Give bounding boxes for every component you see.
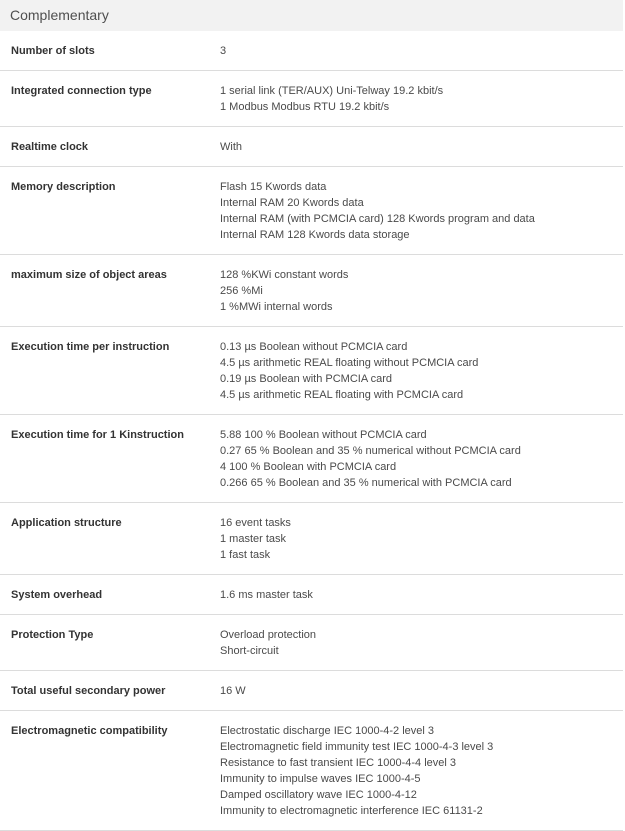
spec-label: Application structure <box>0 503 220 575</box>
spec-row <box>0 503 623 575</box>
spec-value-line: 3 <box>220 45 227 57</box>
spec-label: Number of slots <box>0 31 220 71</box>
spec-value-line: 0.13 µs Boolean without PCMCIA card <box>220 341 408 353</box>
spec-value-line: 5.88 100 % Boolean without PCMCIA card <box>220 429 427 441</box>
spec-value-line: 1 master task <box>220 533 287 545</box>
spec-value-line: 0.19 µs Boolean with PCMCIA card <box>220 373 393 385</box>
spec-label: Protection Type <box>0 615 220 671</box>
spec-row <box>0 711 623 831</box>
spec-values <box>220 615 623 671</box>
spec-row <box>0 71 623 127</box>
spec-values <box>220 127 623 167</box>
spec-value-line: 0.266 65 % Boolean and 35 % numerical with PCMCIA card <box>220 477 512 489</box>
spec-row <box>0 615 623 671</box>
spec-label: Execution time per instruction <box>0 327 220 415</box>
spec-values <box>220 71 623 127</box>
spec-values <box>220 711 623 831</box>
section-title: Complementary <box>10 7 109 23</box>
spec-label: System overhead <box>0 575 220 615</box>
spec-value-line: With <box>220 141 242 153</box>
spec-row <box>0 127 623 167</box>
spec-value-line: 1 fast task <box>220 549 271 561</box>
spec-value-line: Electrostatic discharge IEC 1000-4-2 level 3 <box>220 725 434 737</box>
spec-label: Electromagnetic compatibility <box>0 711 220 831</box>
spec-value-line: Internal RAM 128 Kwords data storage <box>220 229 410 241</box>
spec-value-line: 16 event tasks <box>220 517 291 529</box>
spec-row <box>0 327 623 415</box>
spec-row <box>0 167 623 255</box>
spec-value-line: Electromagnetic field immunity test IEC 1000-4-3 level 3 <box>220 741 494 753</box>
spec-value-line: Damped oscillatory wave IEC 1000-4-12 <box>220 789 417 801</box>
spec-value-line: Internal RAM (with PCMCIA card) 128 Kwords program and data <box>220 213 535 225</box>
spec-row <box>0 31 623 71</box>
specs-table-body <box>0 31 623 831</box>
spec-value-line: Immunity to electromagnetic interference IEC 61131-2 <box>220 805 483 817</box>
spec-value-line: 16 W <box>220 685 246 697</box>
spec-value-line: 256 %Mi <box>220 285 263 297</box>
spec-value-line: 4 100 % Boolean with PCMCIA card <box>220 461 397 473</box>
spec-values <box>220 327 623 415</box>
spec-row <box>0 255 623 327</box>
spec-values <box>220 167 623 255</box>
spec-value-line: Resistance to fast transient IEC 1000-4-4 level 3 <box>220 757 457 769</box>
spec-value-line: 1 Modbus Modbus RTU 19.2 kbit/s <box>220 101 390 113</box>
spec-label: maximum size of object areas <box>0 255 220 327</box>
spec-value-line: Overload protection <box>220 629 316 641</box>
spec-label: Memory description <box>0 167 220 255</box>
spec-value-line: Immunity to impulse waves IEC 1000-4-5 <box>220 773 421 785</box>
spec-values <box>220 503 623 575</box>
spec-values <box>220 575 623 615</box>
spec-label: Execution time for 1 Kinstruction <box>0 415 220 503</box>
spec-value-line: 128 %KWi constant words <box>220 269 349 281</box>
spec-label: Integrated connection type <box>0 71 220 127</box>
spec-value-line: 4.5 µs arithmetic REAL floating with PCMCIA card <box>220 389 464 401</box>
spec-row <box>0 415 623 503</box>
spec-value-line: Short-circuit <box>220 645 279 657</box>
spec-values <box>220 415 623 503</box>
spec-value-line: 1 %MWi internal words <box>220 301 333 313</box>
spec-value-line: 1 serial link (TER/AUX) Uni-Telway 19.2 kbit/s <box>220 85 444 97</box>
spec-values <box>220 255 623 327</box>
spec-row <box>0 671 623 711</box>
spec-value-line: Internal RAM 20 Kwords data <box>220 197 364 209</box>
spec-values <box>220 31 623 71</box>
spec-value-line: 4.5 µs arithmetic REAL floating without PCMCIA card <box>220 357 479 369</box>
spec-row <box>0 575 623 615</box>
section-header <box>0 0 623 31</box>
spec-label: Total useful secondary power <box>0 671 220 711</box>
spec-label: Realtime clock <box>0 127 220 167</box>
spec-value-line: 1.6 ms master task <box>220 589 313 601</box>
spec-value-line: 0.27 65 % Boolean and 35 % numerical without PCMCIA card <box>220 445 521 457</box>
spec-value-line: Flash 15 Kwords data <box>220 181 327 193</box>
specs-table <box>0 31 623 831</box>
spec-values <box>220 671 623 711</box>
